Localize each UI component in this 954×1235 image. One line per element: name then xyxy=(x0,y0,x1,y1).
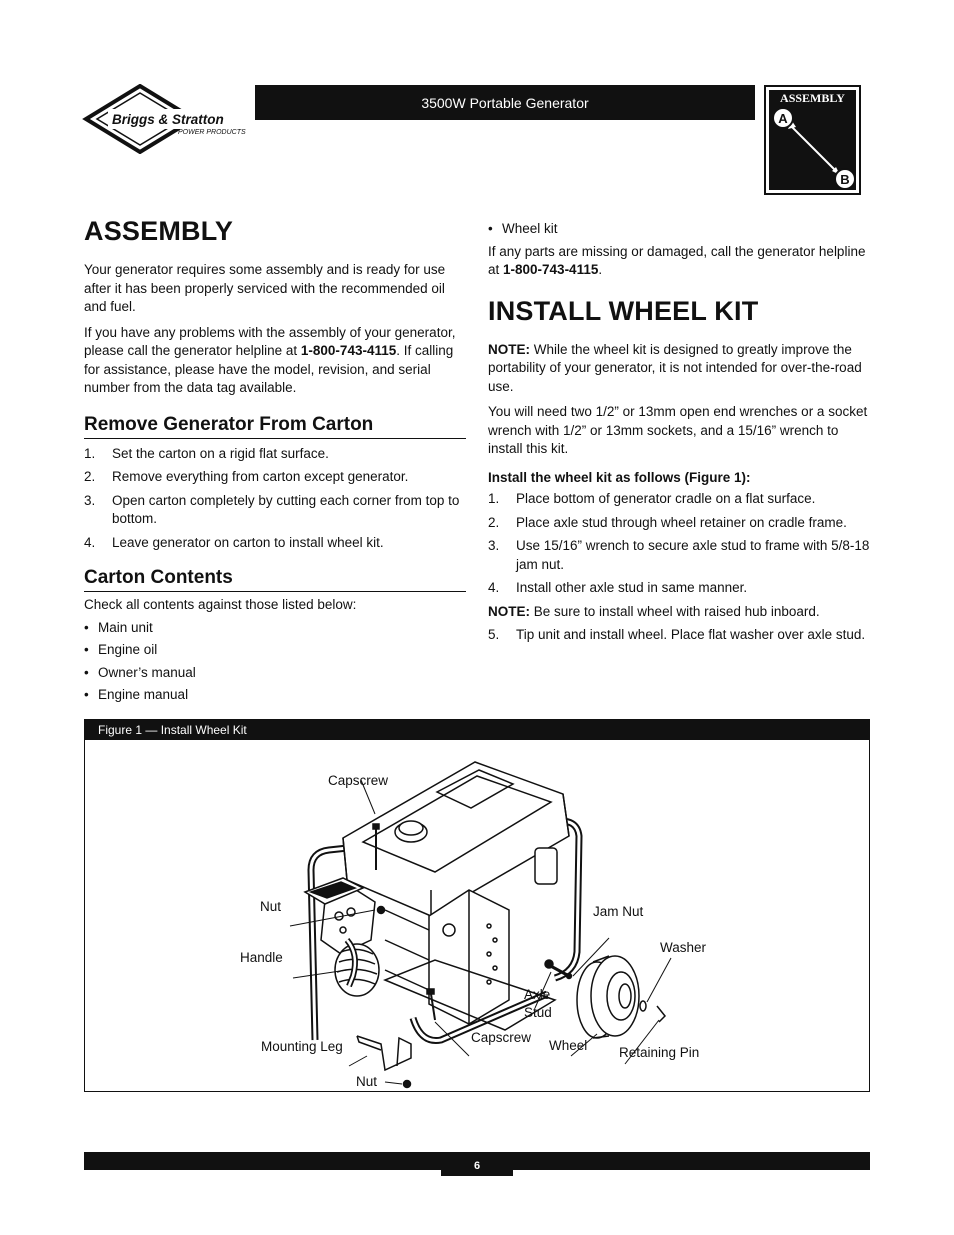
svg-text:ASSEMBLY: ASSEMBLY xyxy=(780,91,845,105)
list-item: • Wheel kit xyxy=(488,221,558,236)
document-title: 3500W Portable Generator xyxy=(421,94,589,111)
list-item: 3. Open carton completely by cutting each corner from top to bottom. xyxy=(84,492,460,526)
remove-steps-list xyxy=(84,445,466,553)
label-mounting-leg: Mounting Leg xyxy=(261,1039,343,1054)
figure-caption: Figure 1 — Install Wheel Kit xyxy=(85,720,869,740)
svg-text:POWER PRODUCTS: POWER PRODUCTS xyxy=(178,129,246,136)
header-title-bar xyxy=(255,85,755,120)
list-item: 4. Install other axle stud in same manner. xyxy=(488,580,748,595)
tools-paragraph: You will need two 1/2” or 13mm open end wrenches or a socket wrench with 1/2” or 13mm sockets, and a 15/16” wrench to install this kit. xyxy=(488,404,868,456)
helpline-phone: 1-800-743-4115 xyxy=(503,262,599,277)
carton-contents-list xyxy=(84,619,466,705)
label-retaining-pin: Retaining Pin xyxy=(619,1045,700,1060)
svg-text:B: B xyxy=(840,172,850,187)
label-washer: Washer xyxy=(660,940,707,955)
page-number: 6 xyxy=(441,1152,513,1176)
list-item: • Engine manual xyxy=(84,687,189,702)
svg-text:Briggs & Stratton: Briggs & Stratton xyxy=(112,112,224,127)
label-axle: Axle xyxy=(524,987,551,1002)
label-nut-left: Nut xyxy=(260,899,282,914)
figure-install-wheel-kit xyxy=(84,719,870,1092)
right-column xyxy=(488,220,872,650)
remove-generator-heading: Remove Generator From Carton xyxy=(84,414,466,439)
label-wheel: Wheel xyxy=(549,1038,588,1053)
label-capscrew-bottom: Capscrew xyxy=(471,1030,532,1045)
list-item: 1. Set the carton on a rigid flat surface. xyxy=(84,445,329,461)
helpline-phone: 1-800-743-4115 xyxy=(300,343,397,358)
install-wheel-kit-heading: INSTALL WHEEL KIT xyxy=(488,295,759,326)
list-item: 1. Place bottom of generator cradle on a flat surface. xyxy=(488,491,816,506)
list-item: • Owner’s manual xyxy=(84,664,196,680)
left-column xyxy=(84,216,466,709)
list-item: 5. Tip unit and install wheel. Place flat washer over axle stud. xyxy=(488,627,866,642)
carton-contents-list-continued xyxy=(488,220,872,239)
list-item: • Main unit xyxy=(84,619,153,635)
list-item: 2. Remove everything from carton except generator. xyxy=(84,469,409,484)
install-steps-list-continued xyxy=(488,626,872,645)
carton-contents-heading: Carton Contents xyxy=(84,567,466,592)
assembly-helpline-paragraph: If you have any problems with the assembly of your generator, please call the generator helpline at 1-800-743-4115. If calling for assistance, please have the model, revision, and serial number from the data tag available. xyxy=(84,324,456,395)
install-steps-list xyxy=(488,490,872,598)
label-jam-nut: Jam Nut xyxy=(593,904,644,919)
list-item: 2. Place axle stud through wheel retainer on cradle frame. xyxy=(488,514,847,530)
assembly-section-icon xyxy=(764,85,861,195)
assembly-intro: Your generator requires some assembly and is ready for use after it has been properly serviced with the recommended oil and fuel. xyxy=(84,262,446,314)
contents-intro: Check all contents against those listed below: xyxy=(84,597,357,612)
list-item: 4. Leave generator on carton to install wheel kit. xyxy=(84,534,384,550)
label-nut-bottom: Nut xyxy=(356,1074,378,1089)
label-stud: Stud xyxy=(524,1005,552,1020)
note-paragraph-2: NOTE: Be sure to install wheel with raised hub inboard. xyxy=(488,603,820,619)
steps-heading: Install the wheel kit as follows (Figure 1): xyxy=(488,469,751,485)
label-capscrew-top: Capscrew xyxy=(328,773,389,788)
list-item: 3. Use 15/16” wrench to secure axle stud to frame with 5/8-18 jam nut. xyxy=(488,538,870,572)
note-paragraph: NOTE: While the wheel kit is designed to greatly improve the portability of your generator, it is not intended for over-the-road use. xyxy=(488,341,862,394)
missing-parts-paragraph: If any parts are missing or damaged, call the generator helpline at 1-800-743-4115. xyxy=(488,243,866,277)
briggs-stratton-logo xyxy=(82,84,254,154)
svg-text:A: A xyxy=(778,111,788,126)
list-item: • Engine oil xyxy=(84,642,158,657)
assembly-heading: ASSEMBLY xyxy=(84,216,234,246)
label-handle: Handle xyxy=(240,950,283,965)
